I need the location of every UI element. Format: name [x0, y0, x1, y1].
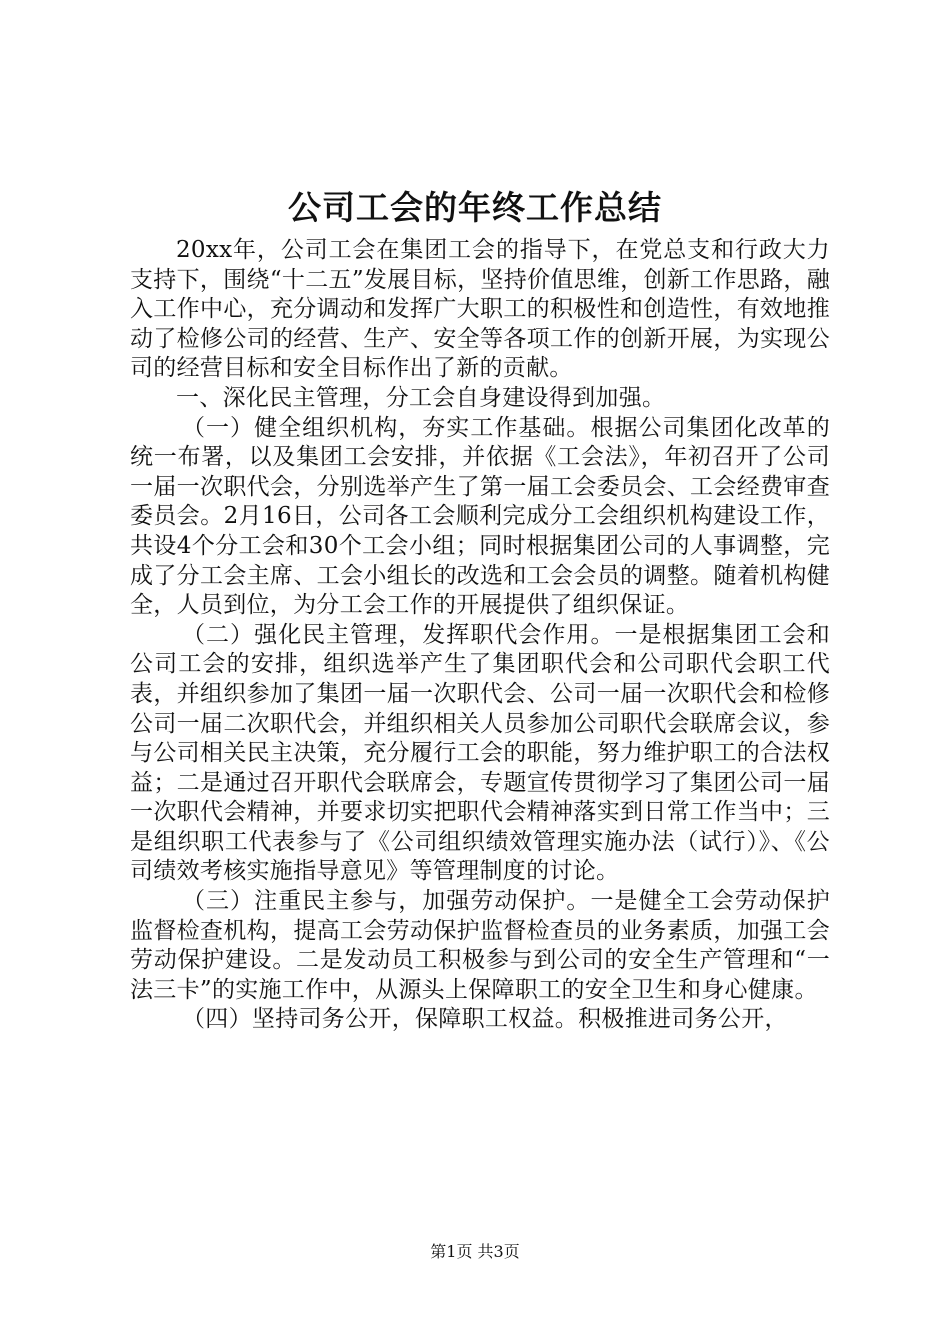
document-body — [130, 236, 830, 1035]
paragraph-item-2: （二）强化民主管理，发挥职代会作用。一是根据集团工会和公司工会的安排，组织选举产生了集团职代会和公司职代会职工代表，并组织参加了集团一届一次职代会、公司一届一次职代会和检修公司一届二次职代会，并组织相关人员参加公司职代会联席会议，参与公司相关民主决策，充分履行工会的职能，努力维护职工的合法权益；二是通过召开职代会联席会，专题宣传贯彻学习了集团公司一届一次职代会精神，并要求切实把职代会精神落实到日常工作当中；三是组织职工代表参与了《公司组织绩效管理实施办法（试行）》、《公司绩效考核实施指导意见》等管理制度的讨论。 — [130, 621, 830, 885]
page-number-footer: 第1页 共3页 — [430, 1242, 520, 1261]
paragraph-item-3: （三）注重民主参与，加强劳动保护。一是健全工会劳动保护监督检查机构，提高工会劳动保护监督检查员的业务素质，加强工会劳动保护建设。二是发动员工积极参与到公司的安全生产管理和“一法三卡”的实施工作中，从源头上保障职工的安全卫生和身心健康。 — [130, 888, 830, 1003]
document-title: 公司工会的年终工作总结 — [288, 188, 662, 227]
paragraph-intro: 20xx年，公司工会在集团工会的指导下，在党总支和行政大力支持下，围绕“十二五”发展目标，坚持价值思维，创新工作思路，融入工作中心，充分调动和发挥广大职工的积极性和创造性，有效地推动了检修公司的经营、生产、安全等各项工作的创新开展，为实现公司的经营目标和安全目标作出了新的贡献。 — [130, 237, 830, 382]
paragraph-item-1: （一）健全组织机构，夯实工作基础。根据公司集团化改革的统一布署，以及集团工会安排，并依据《工会法》，年初召开了公司一届一次职代会，分别选举产生了第一届工会委员会、工会经费审查委员会。2月16日，公司各工会顺利完成分工会组织机构建设工作，共设4个分工会和30个工会小组；同时根据集团公司的人事调整，完成了分工会主席、工会小组长的改选和工会会员的调整。随着机构健全，人员到位，为分工会工作的开展提供了组织保证。 — [130, 414, 830, 619]
paragraph-item-4: （四）坚持司务公开，保障职工权益。积极推进司务公开， — [182, 1006, 788, 1033]
section-heading-1: 一、深化民主管理，分工会自身建设得到加强。 — [176, 384, 666, 411]
